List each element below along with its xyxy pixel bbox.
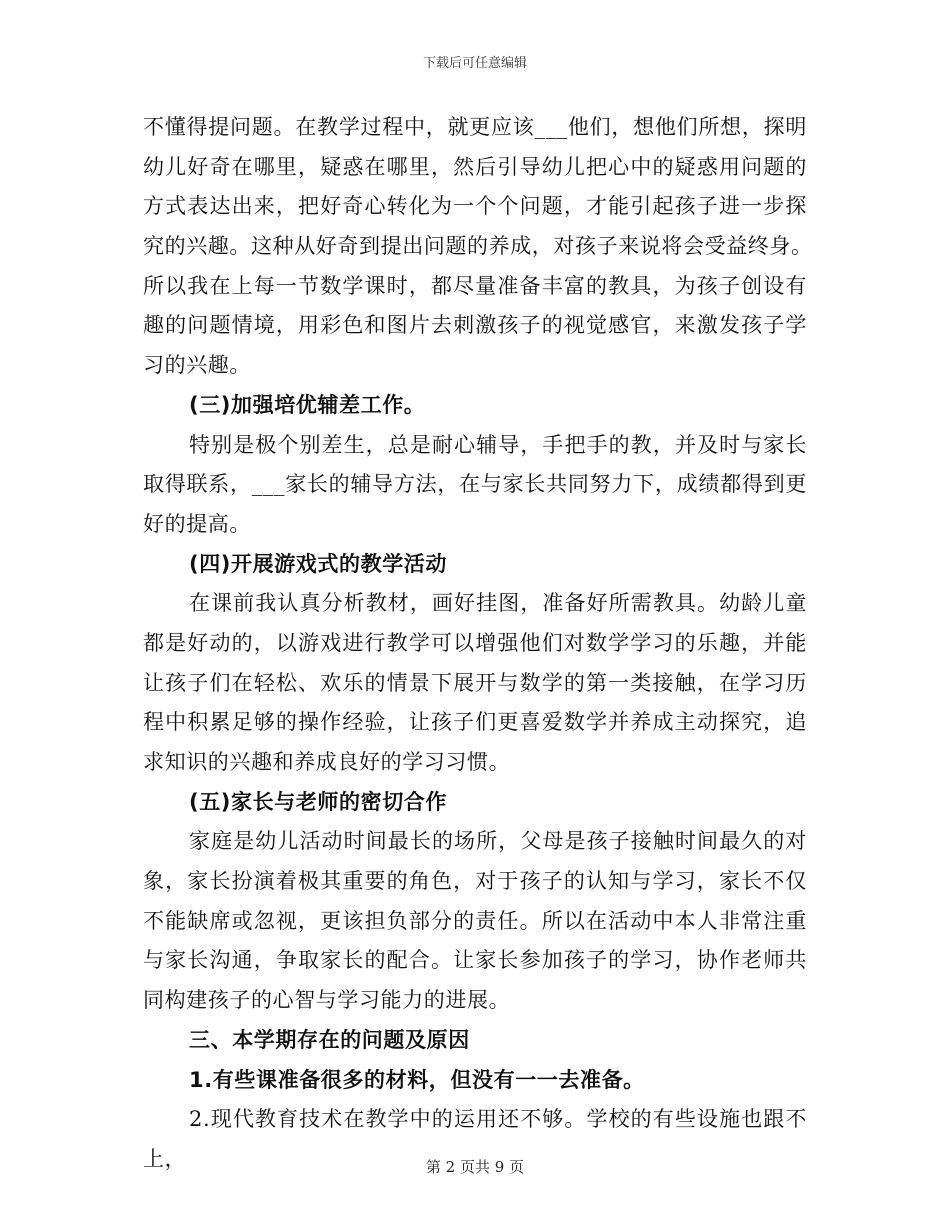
body-line: 不懂得提问题。在教学过程中，就更应该___他们，想他们所想，探明	[143, 115, 807, 139]
body-line: 特别是极个别差生，总是耐心辅导，手把手的教，并及时与家长	[189, 432, 807, 457]
body-line: 幼儿好奇在哪里，疑惑在哪里，然后引导幼儿把心中的疑惑用问题的	[143, 154, 807, 179]
section-heading: (三)加强培优辅差工作。	[189, 392, 426, 417]
body-line: 家庭是幼儿活动时间最长的场所，父母是孩子接触时间最久的对	[189, 829, 807, 854]
body-line: 究的兴趣。这种从好奇到提出问题的养成，对孩子来说将会受益终身。	[143, 234, 813, 259]
section-heading: (五)家长与老师的密切合作	[189, 789, 447, 814]
body-line: 与家长沟通，争取家长的配合。让家长参加孩子的学习，协作老师共	[143, 948, 807, 973]
section-heading: 三、本学期存在的问题及原因	[189, 1027, 470, 1052]
body-line: 求知识的兴趣和养成良好的学习习惯。	[143, 750, 511, 774]
body-line: 在课前我认真分析教材，画好挂图，准备好所需教具。幼龄儿童	[189, 591, 807, 616]
body-line: 同构建孩子的心智与学习能力的进展。	[143, 988, 511, 1013]
page-footer: 第 2 页共 9 页	[425, 1158, 525, 1176]
body-line: 取得联系，___家长的辅导方法，在与家长共同努力下，成绩都得到更	[143, 472, 807, 497]
body-line: 上，	[143, 1146, 187, 1171]
body-line: 好的提高。	[143, 511, 251, 536]
section-heading: (四)开展游戏式的教学活动	[189, 551, 447, 576]
body-line: 所以我在上每一节数学课时，都尽量准备丰富的教具，为孩子创设有	[143, 273, 807, 298]
section-heading: 1.有些课准备很多的材料，但没有一一去准备。	[189, 1067, 645, 1092]
document-body	[143, 108, 813, 1180]
page-header: 下载后可任意编辑	[422, 56, 527, 71]
body-line: 2.现代教育技术在教学中的运用还不够。学校的有些设施也跟不	[189, 1107, 807, 1132]
body-line: 象，家长扮演着极其重要的角色，对于孩子的认知与学习，家长不仅	[143, 869, 807, 894]
body-line: 让孩子们在轻松、欢乐的情景下展开与数学的第一类接触，在学习历	[143, 670, 807, 695]
body-line: 程中积累足够的操作经验，让孩子们更喜爱数学并养成主动探究，追	[143, 710, 807, 735]
body-line: 不能缺席或忽视，更该担负部分的责任。所以在活动中本人非常注重	[143, 908, 807, 933]
body-line: 趣的问题情境，用彩色和图片去刺激孩子的视觉感官，来激发孩子学	[143, 313, 807, 338]
body-line: 方式表达出来，把好奇心转化为一个个问题，才能引起孩子进一步探	[143, 194, 807, 219]
body-line: 都是好动的，以游戏进行教学可以增强他们对数学学习的乐趣，并能	[143, 630, 807, 655]
body-line: 习的兴趣。	[143, 353, 251, 378]
